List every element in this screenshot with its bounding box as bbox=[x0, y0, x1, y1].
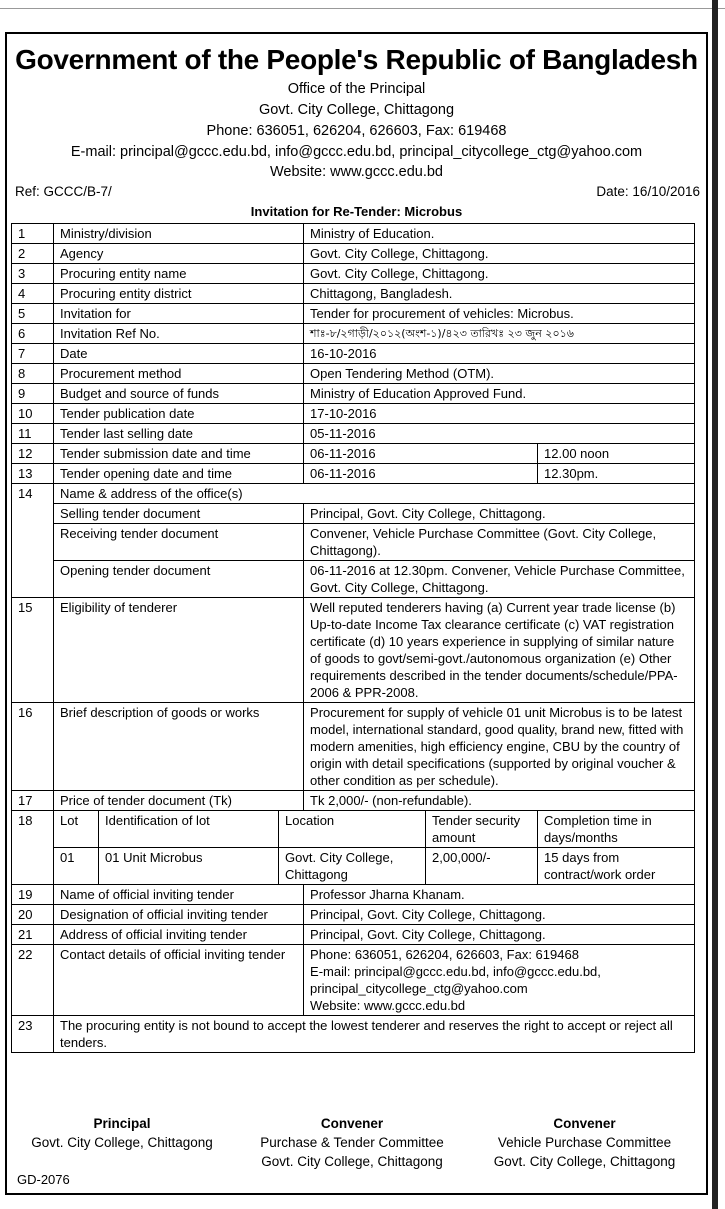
row-label: Tender last selling date bbox=[54, 424, 304, 444]
notice-date: Date: 16/10/2016 bbox=[596, 184, 700, 199]
table-row bbox=[12, 561, 695, 598]
table-row bbox=[12, 424, 695, 444]
scan-edge bbox=[712, 0, 718, 1209]
lot-number: 01 bbox=[54, 848, 99, 885]
completion-header: Completion time in days/months bbox=[538, 811, 695, 848]
row-number: 3 bbox=[12, 264, 54, 284]
row-value: Ministry of Education Approved Fund. bbox=[304, 384, 695, 404]
row-value: 06-11-2016 bbox=[304, 444, 538, 464]
row-number: 23 bbox=[12, 1016, 54, 1053]
lot-location: Govt. City College, Chittagong bbox=[279, 848, 426, 885]
signature-title: Convener bbox=[320, 1116, 384, 1131]
row-label: Procuring entity district bbox=[54, 284, 304, 304]
row-label: Procuring entity name bbox=[54, 264, 304, 284]
contact-email: E-mail: principal@gccc.edu.bd, info@gccc.edu.bd, principal_citycollege_ctg@yahoo.com bbox=[310, 964, 601, 996]
row-number: 21 bbox=[12, 925, 54, 945]
row-label: Name & address of the office(s) bbox=[54, 484, 695, 504]
table-row bbox=[12, 925, 695, 945]
table-row bbox=[12, 344, 695, 364]
row-number: 14 bbox=[12, 484, 54, 598]
row-value: Govt. City College, Chittagong. bbox=[304, 264, 695, 284]
row-number: 8 bbox=[12, 364, 54, 384]
tender-notice bbox=[5, 32, 708, 1195]
table-row bbox=[12, 324, 695, 344]
college-line: Govt. City College, Chittagong bbox=[258, 102, 455, 118]
table-row bbox=[12, 404, 695, 424]
office-line: Office of the Principal bbox=[287, 81, 426, 97]
signature-line: Govt. City College, Chittagong bbox=[31, 1135, 213, 1150]
table-row bbox=[12, 703, 695, 791]
row-label: Address of official inviting tender bbox=[54, 925, 304, 945]
sub-value: 06-11-2016 at 12.30pm. Convener, Vehicle Purchase Committee, Govt. City College, Chittagong. bbox=[304, 561, 695, 598]
signature-line: Vehicle Purchase Committee bbox=[497, 1135, 672, 1150]
table-row bbox=[12, 945, 695, 1016]
signature-convener-vehicle bbox=[467, 1114, 702, 1171]
row-label: Price of tender document (Tk) bbox=[54, 791, 304, 811]
sub-label: Receiving tender document bbox=[54, 524, 304, 561]
row-number: 6 bbox=[12, 324, 54, 344]
row-label: Contact details of official inviting tender bbox=[54, 945, 304, 1016]
row-value: শাঃ-৮/২গাড়ী/২০১২(অংশ-১)/৪২৩ তারিখঃ ২৩ জুন ২০১৬ bbox=[304, 324, 695, 344]
row-value: 16-10-2016 bbox=[304, 344, 695, 364]
row-value: Govt. City College, Chittagong. bbox=[304, 244, 695, 264]
row-label: Invitation for bbox=[54, 304, 304, 324]
signature-convener-purchase bbox=[237, 1114, 467, 1171]
sub-label: Opening tender document bbox=[54, 561, 304, 598]
top-rule bbox=[0, 8, 725, 9]
phone-line: Phone: 636051, 626204, 626603, Fax: 619468 bbox=[206, 123, 507, 139]
email-line: E-mail: principal@gccc.edu.bd, info@gccc.edu.bd, principal_citycollege_ctg@yahoo.com bbox=[70, 144, 643, 160]
table-row bbox=[12, 224, 695, 244]
table-row bbox=[12, 364, 695, 384]
row-label: Eligibility of tenderer bbox=[54, 598, 304, 703]
row-label: Ministry/division bbox=[54, 224, 304, 244]
row-value: 06-11-2016 bbox=[304, 464, 538, 484]
signature-title: Principal bbox=[93, 1116, 151, 1131]
lot-ident-header: Identification of lot bbox=[99, 811, 279, 848]
row-number: 15 bbox=[12, 598, 54, 703]
reference-number: Ref: GCCC/B-7/ bbox=[15, 184, 112, 199]
contact-details bbox=[304, 945, 695, 1016]
tender-table bbox=[11, 223, 695, 1053]
row-label: Agency bbox=[54, 244, 304, 264]
table-row bbox=[12, 304, 695, 324]
lot-header-row bbox=[12, 811, 695, 848]
contact-website: Website: www.gccc.edu.bd bbox=[310, 998, 466, 1013]
row-value: Chittagong, Bangladesh. bbox=[304, 284, 695, 304]
row-label: Tender opening date and time bbox=[54, 464, 304, 484]
row-value: Open Tendering Method (OTM). bbox=[304, 364, 695, 384]
row-value: The procuring entity is not bound to accept the lowest tenderer and reserves the right to accept or reject all tenders. bbox=[54, 1016, 695, 1053]
row-value: Tender for procurement of vehicles: Microbus. bbox=[304, 304, 695, 324]
table-row bbox=[12, 284, 695, 304]
row-value: 05-11-2016 bbox=[304, 424, 695, 444]
row-number: 18 bbox=[12, 811, 54, 885]
signature-principal bbox=[7, 1114, 237, 1152]
page-title: Government of the People's Republic of Bangladesh bbox=[15, 44, 698, 75]
table-row bbox=[12, 524, 695, 561]
location-header: Location bbox=[279, 811, 426, 848]
row-number: 2 bbox=[12, 244, 54, 264]
row-number: 1 bbox=[12, 224, 54, 244]
row-number: 11 bbox=[12, 424, 54, 444]
row-value: Well reputed tenderers having (a) Current year trade license (b) Up-to-date Income Tax clearance certificate (c) VAT registration certificate (d) 10 years experience in supplying of similar nature of goods to govt/semi-govt./autonomous organization (e) Other requirements described in the tender documents/schedule/PPA-2006 & PPR-2008. bbox=[304, 598, 695, 703]
table-row bbox=[12, 464, 695, 484]
sub-label: Selling tender document bbox=[54, 504, 304, 524]
row-number: 9 bbox=[12, 384, 54, 404]
sub-value: Principal, Govt. City College, Chittagong. bbox=[304, 504, 695, 524]
table-row bbox=[12, 244, 695, 264]
row-label: Brief description of goods or works bbox=[54, 703, 304, 791]
row-label: Date bbox=[54, 344, 304, 364]
row-number: 20 bbox=[12, 905, 54, 925]
lot-row bbox=[12, 848, 695, 885]
table-row bbox=[12, 384, 695, 404]
row-label: Tender publication date bbox=[54, 404, 304, 424]
website-line: Website: www.gccc.edu.bd bbox=[269, 164, 443, 180]
security-header: Tender security amount bbox=[426, 811, 538, 848]
table-row bbox=[12, 264, 695, 284]
row-label: Procurement method bbox=[54, 364, 304, 384]
table-row bbox=[12, 1016, 695, 1053]
row-number: 13 bbox=[12, 464, 54, 484]
row-value: Principal, Govt. City College, Chittagong. bbox=[304, 925, 695, 945]
notice-subject: Invitation for Re-Tender: Microbus bbox=[250, 204, 463, 219]
row-value: Ministry of Education. bbox=[304, 224, 695, 244]
lot-security: 2,00,000/- bbox=[426, 848, 538, 885]
row-time: 12.30pm. bbox=[538, 464, 695, 484]
lot-completion: 15 days from contract/work order bbox=[538, 848, 695, 885]
sub-value: Convener, Vehicle Purchase Committee (Govt. City College, Chittagong). bbox=[304, 524, 695, 561]
row-label: Invitation Ref No. bbox=[54, 324, 304, 344]
row-time: 12.00 noon bbox=[538, 444, 695, 464]
row-number: 7 bbox=[12, 344, 54, 364]
lot-header: Lot bbox=[54, 811, 99, 848]
table-row bbox=[12, 791, 695, 811]
row-label: Designation of official inviting tender bbox=[54, 905, 304, 925]
row-number: 17 bbox=[12, 791, 54, 811]
table-row bbox=[12, 484, 695, 504]
lot-ident: 01 Unit Microbus bbox=[99, 848, 279, 885]
table-row bbox=[12, 444, 695, 464]
gd-code: GD-2076 bbox=[17, 1172, 70, 1187]
row-label: Tender submission date and time bbox=[54, 444, 304, 464]
row-number: 19 bbox=[12, 885, 54, 905]
row-number: 12 bbox=[12, 444, 54, 464]
row-number: 16 bbox=[12, 703, 54, 791]
row-number: 4 bbox=[12, 284, 54, 304]
row-value: 17-10-2016 bbox=[304, 404, 695, 424]
signature-line: Purchase & Tender Committee bbox=[260, 1135, 444, 1150]
row-number: 22 bbox=[12, 945, 54, 1016]
row-value: Professor Jharna Khanam. bbox=[304, 885, 695, 905]
row-number: 10 bbox=[12, 404, 54, 424]
row-value: Tk 2,000/- (non-refundable). bbox=[304, 791, 695, 811]
row-number: 5 bbox=[12, 304, 54, 324]
row-label: Name of official inviting tender bbox=[54, 885, 304, 905]
signature-title: Convener bbox=[553, 1116, 616, 1131]
table-row bbox=[12, 598, 695, 703]
row-value: Procurement for supply of vehicle 01 unit Microbus is to be latest model, international standard, good quality, brand new, fitted with modern amenities, high efficiency engine, CBU by the country of origin with detail specifications (supported by original voucher & other condition as per schedule). bbox=[304, 703, 695, 791]
row-label: Budget and source of funds bbox=[54, 384, 304, 404]
table-row bbox=[12, 885, 695, 905]
contact-phone: Phone: 636051, 626204, 626603, Fax: 619468 bbox=[310, 947, 579, 962]
row-value: Principal, Govt. City College, Chittagong. bbox=[304, 905, 695, 925]
table-row bbox=[12, 905, 695, 925]
signature-line: Govt. City College, Chittagong bbox=[261, 1154, 443, 1169]
signature-line: Govt. City College, Chittagong bbox=[493, 1154, 676, 1169]
table-row bbox=[12, 504, 695, 524]
